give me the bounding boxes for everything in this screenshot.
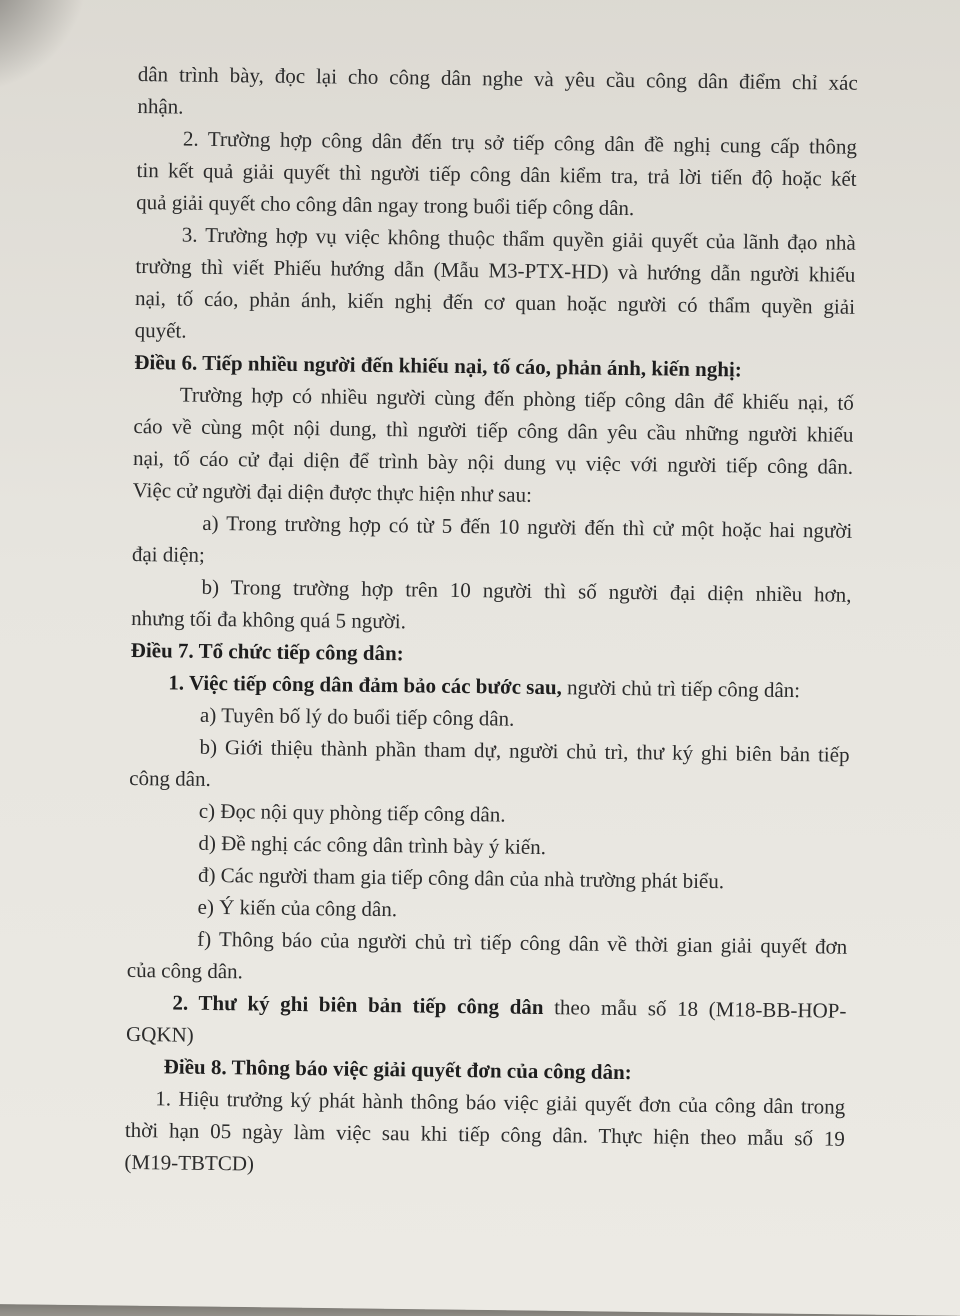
text-line: của công dân. <box>126 957 244 984</box>
text-line: Việc cử người đại diện được thực hiện như sau: <box>132 477 533 507</box>
section-heading-dieu-7: Điều 7. Tổ chức tiếp công dân: <box>130 637 404 666</box>
text-line: 1. Hiệu trưởng ký phát hành thông báo việc giải quyết đơn của công dân trong <box>155 1086 846 1119</box>
section-heading-dieu-6: Điều 6. Tiếp nhiều người đến khiếu nại, tố cáo, phản ánh, kiến nghị: <box>134 349 742 382</box>
text-line: e) Ý kiến của công dân. <box>197 894 398 922</box>
text-line: dân trình bày, đọc lại cho công dân nghe và yêu cầu công dân điểm chỉ xác <box>137 61 858 95</box>
text-line: Trường hợp có nhiều người cùng đến phòng tiếp công dân để khiếu nại, tố <box>179 382 854 415</box>
shadow-corner <box>0 0 88 95</box>
text-line: d) Đề nghị các công dân trình bày ý kiến. <box>198 830 547 860</box>
text-line: quả giải quyết cho công dân ngay trong buổi tiếp công dân. <box>136 189 635 221</box>
text-line: 1. Việc tiếp công dân đảm bảo các bước sau, người chủ trì tiếp công dân: <box>168 670 801 703</box>
text-line: nại, tố cáo, phản ánh, kiến nghị đến cơ quan hoặc người có thẩm quyền giải <box>134 285 856 319</box>
text-line: 2. Trường hợp công dân đến trụ sở tiếp công dân đề nghị cung cấp thông <box>182 126 858 159</box>
text-line: công dân. <box>129 765 212 791</box>
text-line: cáo về cùng một nội dung, thì người tiếp công dân yêu cầu những người khiếu <box>133 413 854 447</box>
text-line: b) Giới thiệu thành phần tham dự, người chủ trì, thư ký ghi biên bản tiếp <box>199 734 850 767</box>
text-line: đại diện; <box>131 541 205 567</box>
text-line: trường thì viết Phiếu hướng dẫn (Mẫu M3-PTX-HD) và hướng dẫn người khiếu <box>135 253 856 287</box>
text-line: tin kết quả giải quyết thì người tiếp công dân kiểm tra, trả lời tiến độ hoặc kết <box>136 157 857 191</box>
text-line: nại, tố cáo cử đại diện để trình bày nội dung vụ việc với người tiếp công dân. <box>132 445 854 479</box>
text-line: c) Đọc nội quy phòng tiếp công dân. <box>198 798 506 827</box>
text-line: đ) Các người tham gia tiếp công dân của nhà trường phát biểu. <box>197 862 725 894</box>
section-heading-dieu-8: Điều 8. Thông báo việc giải quyết đơn của công dân: <box>163 1054 632 1085</box>
text-line: 3. Trường hợp vụ việc không thuộc thẩm quyền giải quyết của lãnh đạo nhà <box>181 222 856 255</box>
text-line: (M19-TBTCD) <box>124 1149 255 1176</box>
text-line: GQKN) <box>125 1021 194 1047</box>
text-line: 2. Thư ký ghi biên bản tiếp công dân theo mẫu số 18 (M18-BB-HOP- <box>172 990 847 1023</box>
text-line: a) Trong trường hợp có từ 5 đến 10 người đến thì cử một hoặc hai người <box>202 510 853 543</box>
text-line: nhưng tối đa không quá 5 người. <box>131 605 407 634</box>
text-line: thời hạn 05 ngày làm việc sau khi tiếp công dân. Thực hiện theo mẫu số 19 <box>124 1117 845 1151</box>
text-line: b) Trong trường hợp trên 10 người thì số người đại diện nhiều hơn, <box>201 574 852 607</box>
text-line: f) Thông báo của người chủ trì tiếp công dân về thời gian giải quyết đơn <box>197 926 848 959</box>
document-body <box>124 58 858 1187</box>
text-line: quyết. <box>134 317 187 343</box>
text-line: a) Tuyên bố lý do buổi tiếp công dân. <box>199 702 515 731</box>
text-line: nhận. <box>137 93 184 119</box>
